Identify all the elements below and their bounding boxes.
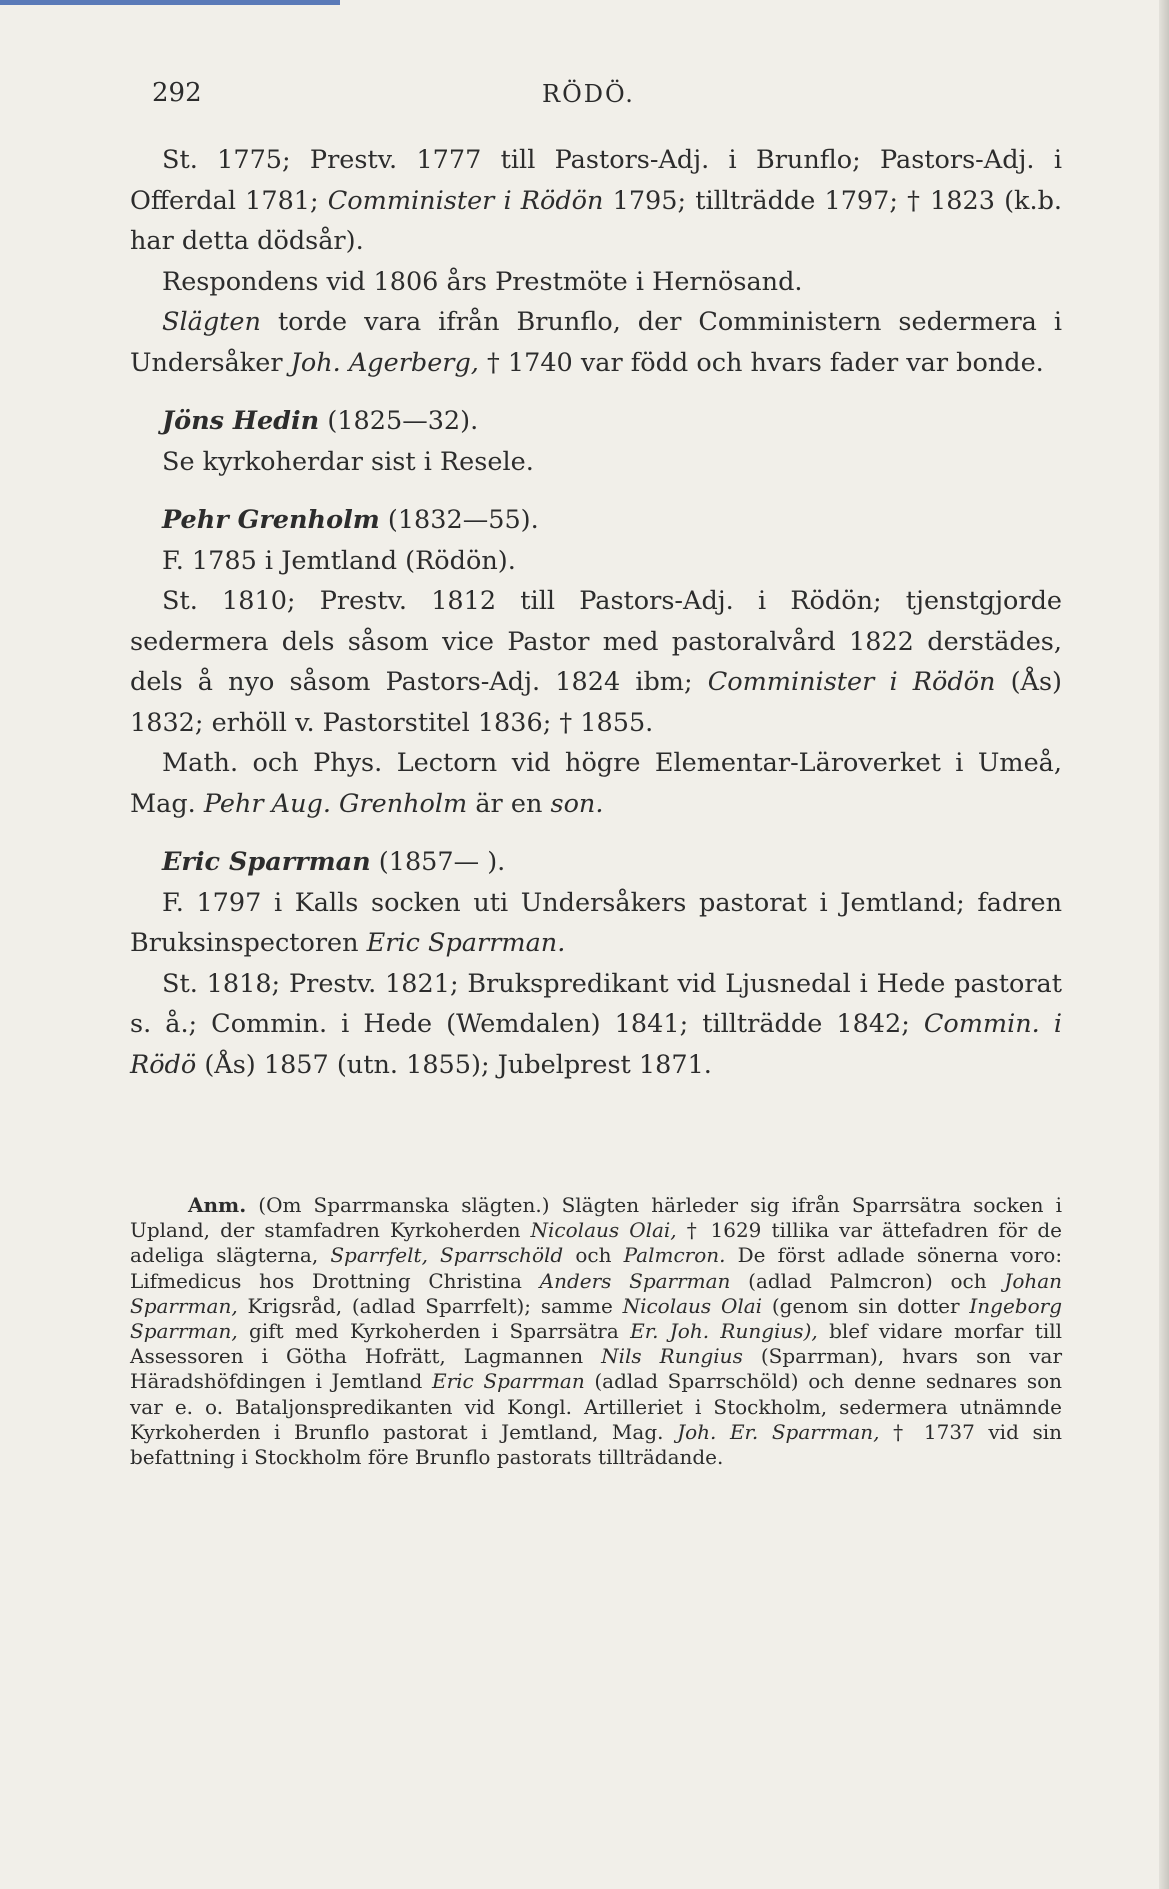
entry-hedin-years: (1825—32). (327, 406, 479, 436)
entry-sparrman-comminister: Commin. i Rödö (130, 1009, 1062, 1080)
entry-sparrman-father: Eric Sparrman. (366, 928, 566, 958)
entry-hedin-heading (130, 401, 1062, 442)
footnote-label: Anm. (188, 1193, 247, 1217)
slagten-word: Slägten (162, 307, 261, 337)
body-text (130, 140, 1062, 1085)
entry-grenholm-years: (1832—55). (387, 505, 539, 535)
running-head: RÖDÖ. (542, 80, 635, 108)
prev-entry-paragraph-3: Slägten torde vara ifrån Brunflo, der Comministern sedermera i Undersåker Joh. Agerberg, † 1740 var född och hvars fader var bonde. (130, 307, 1063, 378)
entry-grenholm-heading (130, 500, 1062, 541)
entry-sparrman-years: (1857— ). (378, 847, 506, 877)
entry-sparrman-career: St. 1818; Prestv. 1821; Brukspredikant vid Ljusnedal i Hede pastorat s. å.; Commin. i Hede (Wemdalen) 1841; tillträdde 1842; Commin. i Rödö (Ås) 1857 (utn. 1855); Jubelprest 1871. (130, 968, 1062, 1080)
footnote-paragraph: Anm. (Om Sparrmanska slägten.) Slägten härleder sig ifrån Sparrsätra socken i Upland, der stamfadren Kyrkoherden Nicolaus Olai, † 1629 tillika var ättefadren för de adeliga slägterna, Sparrfelt, Sparrschöld och Palmcron. De först adlade sönerna voro: Lifmedicus hos Drottning Christina Anders Sparrman (adlad Palmcron) och Johan Sparrman, Krigsråd, (adlad Sparrfelt); samme Nicolaus Olai (genom sin dotter Ingeborg Sparrman, gift med Kyrkoherden i Sparrsätra Er. Joh. Rungius), blef vidare morfar till Assessoren i Götha Hofrätt, Lagmannen Nils Rungius (Sparrman), hvars son var Häradshöfdingen i Jemtland Eric Sparrman (adlad Sparrschöld) och denne sednares son var e. o. Bataljonspredikanten vid Kongl. Artilleriet i Stockholm, sedermera utnämnde Kyrkoherden i Brunflo pastorat i Jemtland, Mag. Joh. Er. Sparrman, † 1737 vid sin befattning i Stockholm före Brunflo pastorats tillträdande. (130, 1193, 1063, 1470)
page-number: 292 (152, 78, 202, 108)
entry-sparrman-heading (130, 842, 1062, 883)
prev-entry-paragraph-2: Respondens vid 1806 års Prestmöte i Hernösand. (162, 266, 803, 297)
entry-hedin-name: Jöns Hedin (162, 406, 320, 436)
top-scan-rule (0, 0, 340, 5)
entry-hedin-text: Se kyrkoherdar sist i Resele. (162, 446, 534, 477)
page-edge-shadow (1159, 0, 1169, 1889)
entry-grenholm-comminister: Comminister i Rödön (707, 667, 996, 697)
entry-grenholm-son: Math. och Phys. Lectorn vid högre Elementar-Läroverket i Umeå, Mag. Pehr Aug. Grenholm är en son. (130, 748, 1062, 819)
entry-grenholm-name: Pehr Grenholm (162, 505, 380, 535)
prev-entry-comminister: Comminister i Rödön (327, 185, 604, 216)
entry-grenholm-career: St. 1810; Prestv. 1812 till Pastors-Adj. i Rödön; tjenstgjorde sedermera dels såsom vice Pastor med pastoralvård 1822 derstädes, dels å nyo såsom Pastors-Adj. 1824 ibm; Comminister i Rödön (Ås) 1832; erhöll v. Pastorstitel 1836; † 1855. (130, 586, 1062, 738)
entry-grenholm-birth: F. 1785 i Jemtland (Rödön). (162, 545, 516, 576)
entry-sparrman-birth: F. 1797 i Kalls socken uti Undersåkers pastorat i Jemtland; fadren Bruksinspectoren Eric Sparrman. (130, 887, 1062, 958)
page-header (152, 78, 1072, 118)
footnote-anm (130, 1193, 1062, 1470)
person-agerberg: Joh. Agerberg, (290, 347, 479, 378)
entry-sparrman-name: Eric Sparrman (162, 847, 371, 877)
prev-entry-paragraph-1: St. 1775; Prestv. 1777 till Pastors-Adj. i Brunflo; Pastors-Adj. i Offerdal 1781; Comminister i Rödön 1795; tillträdde 1797; † 1823 (k.b. har detta dödsår). (130, 145, 1063, 256)
entry-grenholm-son-name: Pehr Aug. Grenholm (203, 788, 468, 819)
